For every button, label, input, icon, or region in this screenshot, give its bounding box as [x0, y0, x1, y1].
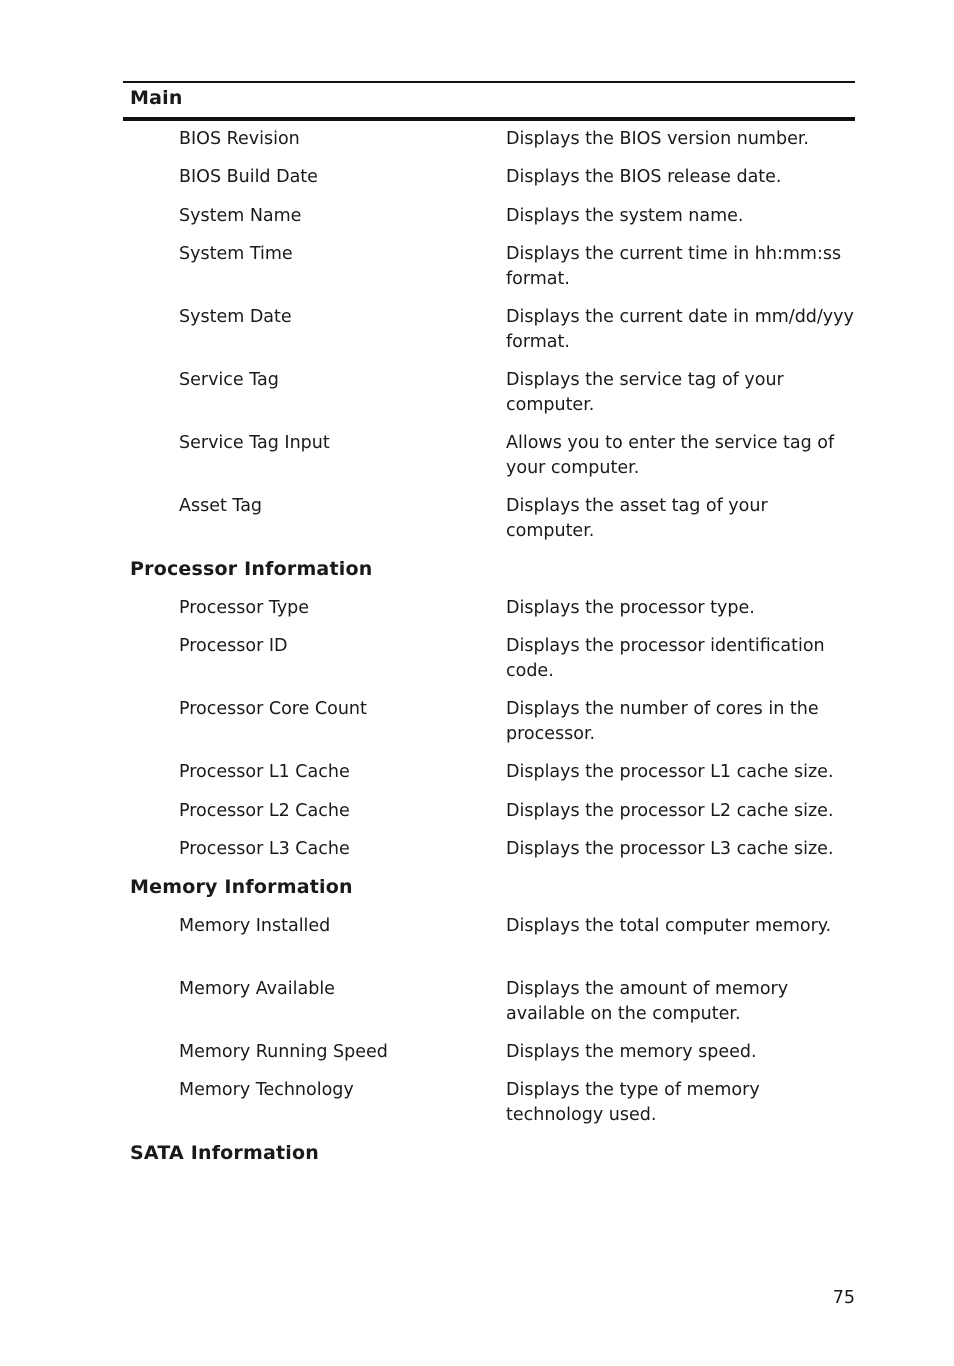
setting-description: Displays the current date in mm/dd/yyy format.	[506, 307, 854, 352]
setting-description: Displays the asset tag of your computer.	[506, 496, 768, 541]
setting-name: Memory Running Speed	[179, 1042, 388, 1062]
setting-name: Processor ID	[179, 636, 288, 656]
table-header-rule	[123, 117, 855, 121]
setting-description: Displays the processor L3 cache size.	[506, 839, 834, 859]
setting-name: Processor Type	[179, 598, 310, 618]
table-header-label: Main	[130, 87, 183, 109]
setting-name: System Date	[179, 307, 292, 327]
setting-name: Processor Core Count	[179, 699, 367, 719]
setting-name: Service Tag Input	[179, 433, 330, 453]
setting-name: Processor L3 Cache	[179, 839, 350, 859]
setting-name: System Name	[179, 206, 302, 226]
page-number: 75	[832, 1288, 855, 1308]
setting-name: Processor L2 Cache	[179, 801, 350, 821]
setting-name: System Time	[179, 244, 293, 264]
setting-description: Displays the BIOS release date.	[506, 167, 782, 187]
setting-description: Displays the BIOS version number.	[506, 129, 809, 149]
setting-name: Memory Available	[179, 979, 335, 999]
setting-name: BIOS Build Date	[179, 167, 318, 187]
setting-name: Service Tag	[179, 370, 279, 390]
setting-name: Asset Tag	[179, 496, 263, 516]
setting-description: Displays the system name.	[506, 206, 744, 226]
setting-description: Displays the processor identification code.	[506, 636, 825, 681]
setting-description: Displays the memory speed.	[506, 1042, 757, 1062]
setting-description: Displays the processor L2 cache size.	[506, 801, 834, 821]
setting-description: Displays the processor L1 cache size.	[506, 762, 834, 782]
setting-description: Displays the type of memory technology used.	[506, 1080, 760, 1125]
setting-name: Memory Technology	[179, 1080, 354, 1100]
table-top-rule	[123, 81, 855, 83]
setting-description: Displays the total computer memory.	[506, 916, 832, 936]
setting-description: Displays the current time in hh:mm:ss format.	[506, 244, 842, 289]
section-title-memory: Memory Information	[130, 876, 353, 898]
section-title-sata: SATA Information	[130, 1142, 319, 1164]
section-title-processor: Processor Information	[130, 558, 373, 580]
setting-description: Allows you to enter the service tag of your computer.	[506, 433, 835, 478]
setting-description: Displays the processor type.	[506, 598, 755, 618]
setting-description: Displays the number of cores in the processor.	[506, 699, 819, 744]
setting-description: Displays the service tag of your computer.	[506, 370, 784, 415]
setting-name: Memory Installed	[179, 916, 331, 936]
setting-name: BIOS Revision	[179, 129, 300, 149]
setting-name: Processor L1 Cache	[179, 762, 350, 782]
setting-description: Displays the amount of memory available on the computer.	[506, 979, 789, 1024]
